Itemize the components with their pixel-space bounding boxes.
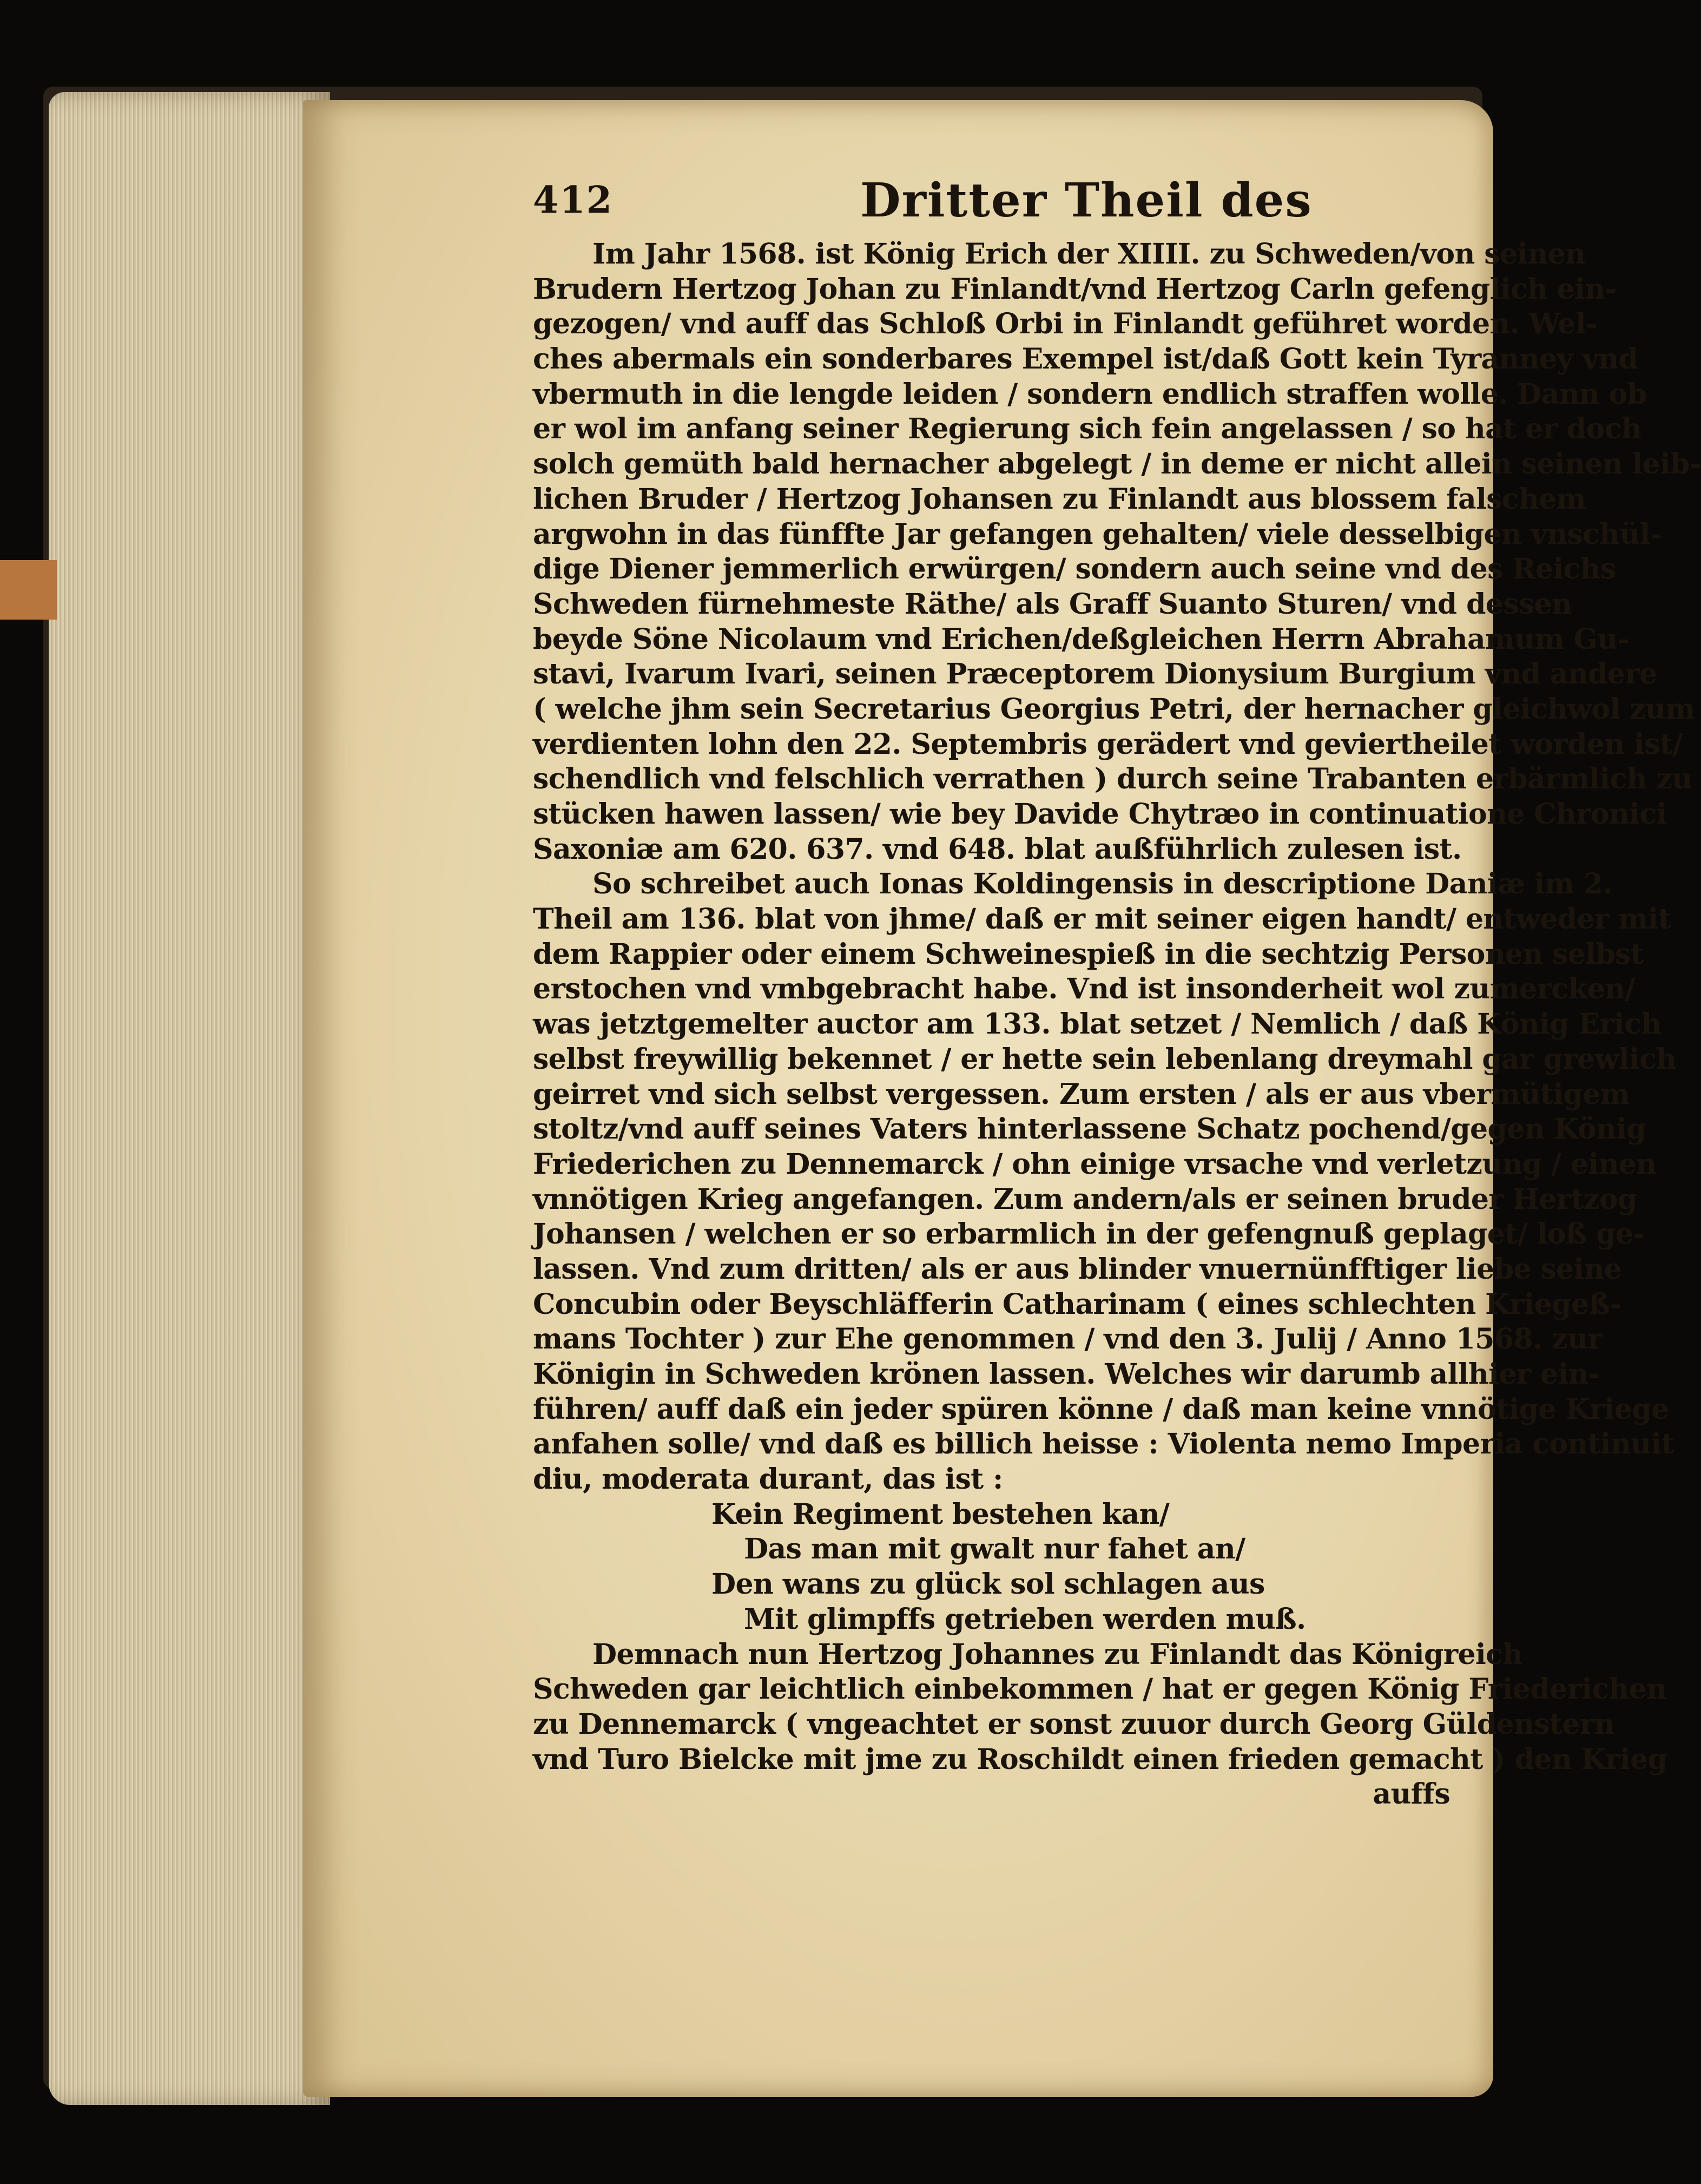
text-line: geirret vnd sich selbst vergessen. Zum ersten / als er aus vbermütigem: [533, 1077, 1630, 1111]
page-number: 412: [533, 179, 613, 222]
text-line: Schweden fürnehmeste Räthe/ als Graff Suanto Sturen/ vnd dessen: [533, 587, 1572, 621]
verse-line: Mit glimpffs getrieben werden muß.: [744, 1602, 1306, 1636]
text-line: vbermuth in die lengde leiden / sondern endlich straffen wolle. Dann ob: [533, 377, 1647, 411]
text-line: führen/ auff daß ein jeder spüren könne / daß man keine vnnötige Kriege: [533, 1392, 1669, 1426]
text-line: lichen Bruder / Hertzog Johansen zu Finlandt aus blossem falschem: [533, 482, 1586, 516]
verse-line: Den wans zu glück sol schlagen aus: [711, 1568, 1265, 1601]
text-line: was jetztgemelter auctor am 133. blat setzet / Nemlich / daß König Erich: [533, 1008, 1662, 1041]
text-line: selbst freywillig bekennet / er hette sein lebenlang dreymahl gar grewlich: [533, 1042, 1677, 1076]
text-line: vnnötigen Krieg angefangen. Zum andern/als er seinen bruder Hertzog: [533, 1182, 1637, 1216]
text-line: gezogen/ vnd auff das Schloß Orbi in Finlandt geführet worden. Wel-: [533, 307, 1597, 341]
page-header: [533, 173, 1450, 237]
text-line: Theil am 136. blat von jhme/ daß er mit seiner eigen handt/ entweder mit: [533, 903, 1671, 936]
text-line: Brudern Hertzog Johan zu Finlandt/vnd Hertzog Carln gefenglich ein-: [533, 272, 1617, 306]
catchword: auffs: [1373, 1778, 1450, 1811]
text-line: Demnach nun Hertzog Johannes zu Finlandt das Königreich: [592, 1637, 1523, 1671]
bookmark-tab: [0, 560, 57, 620]
text-line: dem Rappier oder einem Schweinespieß in die sechtzig Personen selbst: [533, 937, 1644, 971]
text-line: stücken hawen lassen/ wie bey Davide Chytræo in continuatione Chronici: [533, 798, 1667, 831]
verse-line: Kein Regiment bestehen kan/: [711, 1497, 1170, 1531]
text-line: Im Jahr 1568. ist König Erich der XIIII. zu Schweden/von seinen: [592, 238, 1586, 271]
text-line: vnd Turo Bielcke mit jme zu Roschildt einen frieden gemacht ) den Krieg: [533, 1742, 1667, 1776]
text-line: Friederichen zu Dennemarck / ohn einige vrsache vnd verletzung / einen: [533, 1147, 1657, 1181]
text-line: anfahen solle/ vnd daß es billich heisse : Violenta nemo Imperia continuit: [533, 1428, 1674, 1461]
text-line: mans Tochter ) zur Ehe genommen / vnd den 3. Julij / Anno 1568. zur: [533, 1323, 1602, 1356]
page-edges: [49, 92, 330, 2105]
text-line: diu, moderata durant, das ist :: [533, 1463, 1003, 1496]
text-line: zu Dennemarck ( vngeachtet er sonst zuuor durch Georg Güldenstern: [533, 1707, 1614, 1741]
text-line: Johansen / welchen er so erbarmlich in der gefengnuß geplaget/ loß ge-: [533, 1218, 1645, 1251]
text-line: dige Diener jemmerlich erwürgen/ sondern auch seine vnd des Reichs: [533, 552, 1616, 586]
text-line: solch gemüth bald hernacher abgelegt / in deme er nicht allein seinen leib-: [533, 448, 1701, 481]
text-line: schendlich vnd felschlich verrathen ) durch seine Trabanten erbärmlich zu: [533, 762, 1692, 796]
running-head: Dritter Theil des: [860, 173, 1313, 228]
text-line: erstochen vnd vmbgebracht habe. Vnd ist insonderheit wol zumercken/: [533, 972, 1635, 1006]
text-line: ( welche jhm sein Secretarius Georgius Petri, der hernacher gleichwol zum: [533, 692, 1695, 726]
verse-line: Das man mit gwalt nur fahet an/: [744, 1532, 1245, 1566]
text-line: ches abermals ein sonderbares Exempel ist/daß Gott kein Tyranney vnd: [533, 343, 1638, 376]
text-line: Concubin oder Beyschläfferin Catharinam ( eines schlechten Kriegeß-: [533, 1287, 1621, 1321]
text-line: beyde Söne Nicolaum vnd Erichen/deßgleichen Herrn Abrahamum Gu-: [533, 622, 1629, 656]
text-line: Saxoniæ am 620. 637. vnd 648. blat außführlich zulesen ist.: [533, 832, 1462, 866]
text-line: Königin in Schweden krönen lassen. Welches wir darumb allhier ein-: [533, 1358, 1600, 1391]
text-line: So schreibet auch Ionas Koldingensis in descriptione Daniæ im 2.: [592, 867, 1612, 901]
text-line: stavi, Ivarum Ivari, seinen Præceptorem Dionysium Burgium vnd andere: [533, 657, 1657, 691]
text-line: verdienten lohn den 22. Septembris gerädert vnd geviertheilet worden ist/: [533, 727, 1683, 761]
text-line: stoltz/vnd auff seines Vaters hinterlassene Schatz pochend/gegen König: [533, 1113, 1646, 1146]
text-line: er wol im anfang seiner Regierung sich fein angelassen / so hat er doch: [533, 412, 1642, 446]
text-line: argwohn in das fünffte Jar gefangen gehalten/ viele desselbigen vnschül-: [533, 517, 1662, 551]
text-block: [533, 173, 1701, 1812]
text-line: Schweden gar leichtlich einbekommen / hat er gegen König Friederichen: [533, 1673, 1667, 1706]
text-line: lassen. Vnd zum dritten/ als er aus blinder vnuernünfftiger liebe seine: [533, 1252, 1622, 1286]
